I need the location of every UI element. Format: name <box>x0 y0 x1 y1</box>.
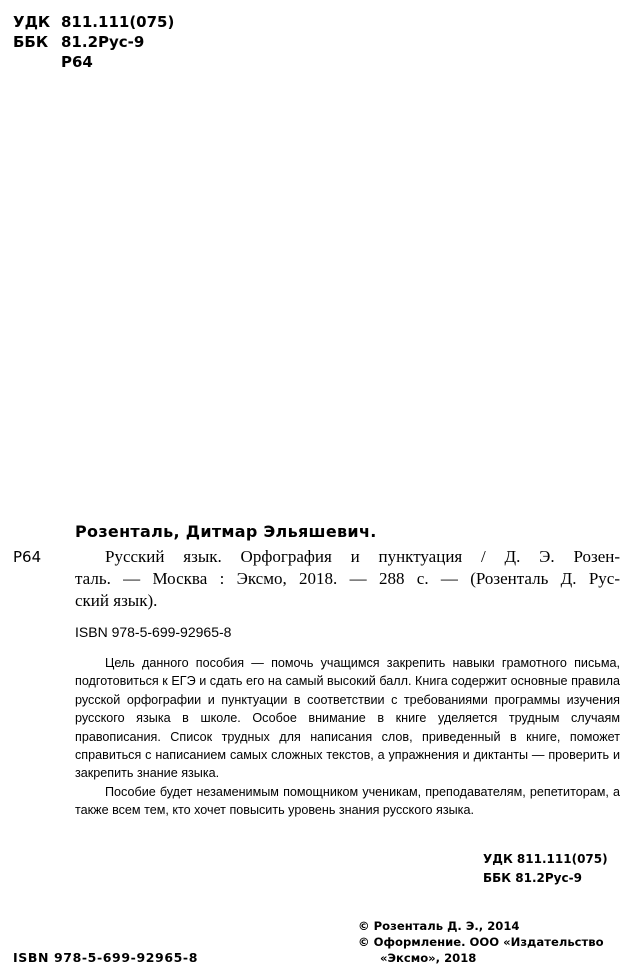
udk-value: 811.111(075) <box>61 13 175 31</box>
udk-bottom: УДК 811.111(075) <box>483 852 608 866</box>
classification-top <box>13 12 174 72</box>
cutter-mark: Р64 <box>13 548 42 566</box>
bbk-row <box>13 32 174 52</box>
title-line-3: ский язык). <box>75 591 158 610</box>
cutter-top-row <box>13 52 174 72</box>
annotation-paragraph-2: Пособие будет незаменимым помощником ученикам, преподавателям, репетиторам, а также всем тем, кто хочет повысить уровень знания русского языка. <box>75 784 620 818</box>
bbk-bottom: ББК 81.2Рус-9 <box>483 871 582 885</box>
annotation <box>75 654 620 820</box>
udk-row <box>13 12 174 32</box>
isbn-bottom: ISBN 978-5-699-92965-8 <box>13 950 199 965</box>
copyright-author: © Розенталь Д. Э., 2014 <box>358 919 520 933</box>
copyright-design: © Оформление. ООО «Издательство <box>358 935 604 949</box>
classification-bottom <box>483 850 608 888</box>
isbn-record: ISBN 978-5-699-92965-8 <box>75 624 232 640</box>
copyright-publisher: «Эксмо», 2018 <box>380 951 477 965</box>
bbk-label: ББК <box>13 33 49 51</box>
author-heading: Розенталь, Дитмар Эльяшевич. <box>75 522 377 541</box>
title-description <box>75 546 620 612</box>
annotation-paragraph-1: Цель данного пособия — помочь учащимся закрепить навыки грамотного письма, подготовиться к ЕГЭ и сдать его на самый высокий балл. Книга содержит основные правила русской орфографии и пунктуации в соответствии с требованиями программы изучения русского языка в школе. Особое внимание в книге уделяется трудным случаям правописания. Список трудных для написания слов, приведенный в книге, поможет справиться с написанием самых сложных текстов, а упражнения и диктанты — проверить и закрепить знание языка. <box>75 656 620 781</box>
copyright-block <box>358 918 623 966</box>
title-line-1: Русский язык. Орфография и пунктуация / Д. Э. Розен- <box>105 547 620 566</box>
cutter-top: Р64 <box>61 53 93 71</box>
title-line-2: таль. — Москва : Эксмо, 2018. — 288 с. — (Розенталь Д. Рус- <box>75 569 620 588</box>
udk-label: УДК <box>13 13 51 31</box>
bbk-value: 81.2Рус-9 <box>61 33 145 51</box>
